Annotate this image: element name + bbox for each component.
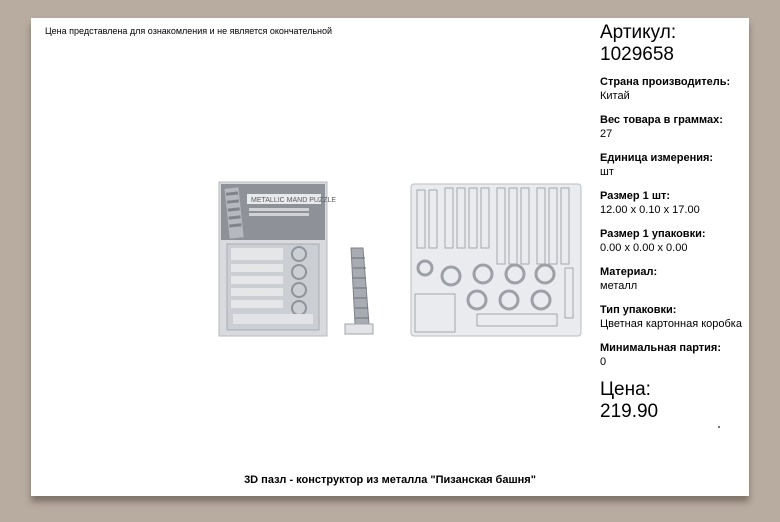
field-value: 27 [600,128,613,140]
price-label: Цена: [600,379,651,400]
field-package-size [600,227,750,256]
field-label: Страна производитель: [600,76,731,88]
product-photo-metal-sheet [411,184,581,336]
field-label: Вес товара в граммах: [600,114,723,126]
price-value: 219.90 [600,401,659,422]
article-value: 1029658 [600,44,674,65]
field-value: металл [600,280,638,292]
price-disclaimer: Цена представлена для ознакомления и не является окончательной [45,26,333,36]
product-photo-package [219,182,337,336]
price-block [600,379,750,423]
field-value: Цветная картонная коробка [600,318,742,330]
field-label: Минимальная партия: [600,342,721,354]
field-package-type [600,303,750,332]
product-title: 3D пазл - конструктор из металла "Пизанская башня" [244,474,536,486]
field-country [600,75,750,104]
article-label: Артикул: [600,22,677,43]
product-info-panel [600,22,750,423]
field-value: 0.00 x 0.00 x 0.00 [600,242,688,254]
field-value: 12.00 x 0.10 x 17.00 [600,204,700,216]
field-unit [600,151,750,180]
field-label: Единица измерения: [600,152,714,164]
field-label: Тип упаковки: [600,304,677,316]
field-value: шт [600,166,614,178]
field-value: 0 [600,356,607,368]
field-label: Материал: [600,266,658,278]
product-card [31,18,749,496]
field-weight [600,113,750,142]
package-brand-text: METALLIC MAND PUZZLE [251,197,337,204]
product-photo-assembled-tower [341,246,377,336]
field-item-size [600,189,750,218]
field-label: Размер 1 шт: [600,190,671,202]
field-value: Китай [600,90,630,102]
field-material [600,265,750,294]
field-min-batch [600,341,750,370]
field-label: Размер 1 упаковки: [600,228,706,240]
decorative-dot [718,426,720,428]
